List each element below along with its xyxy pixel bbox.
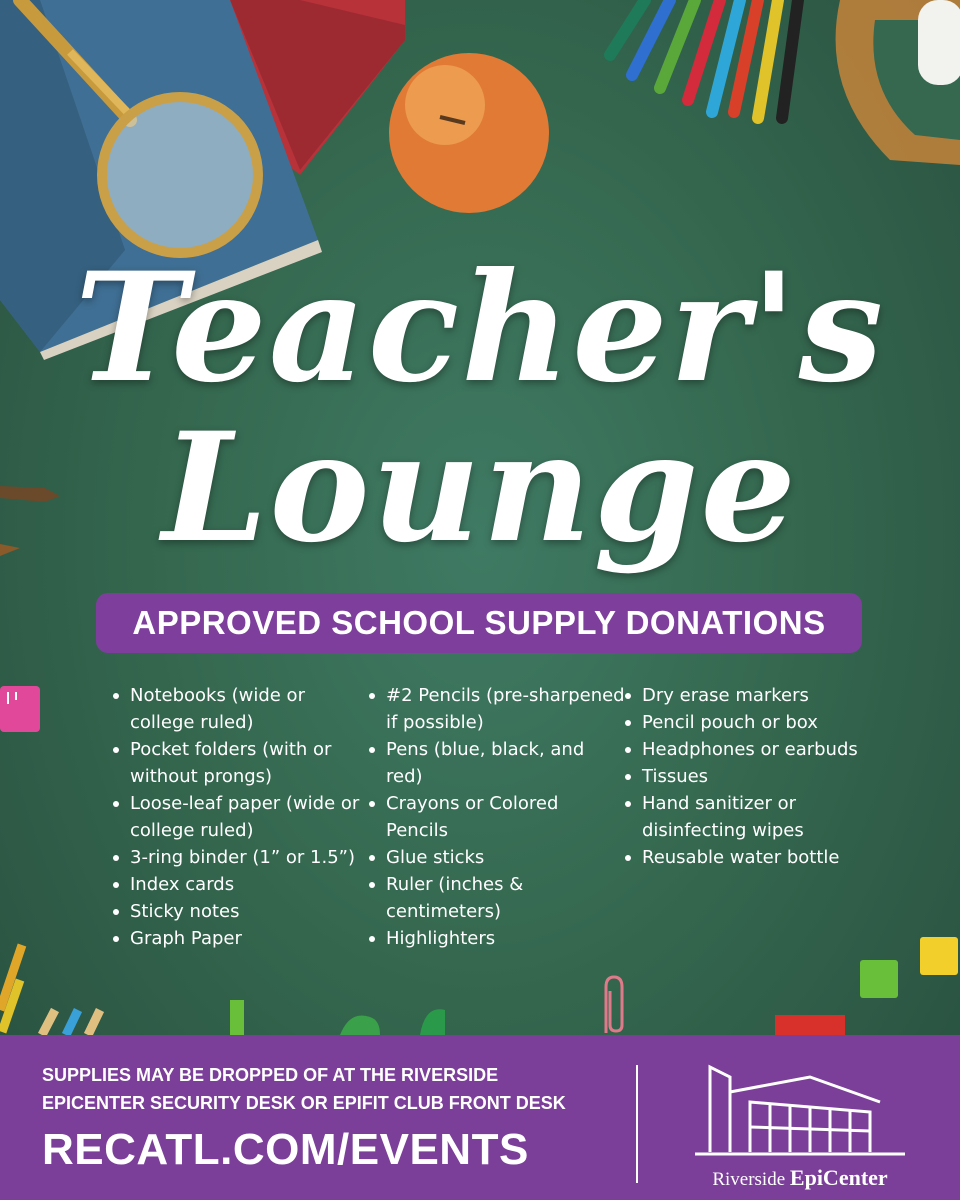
footer xyxy=(0,1035,960,1200)
list-item: Tissues xyxy=(642,763,902,790)
toy-blocks-icon xyxy=(855,932,960,1002)
crayons-icon xyxy=(600,0,810,130)
heading-banner xyxy=(96,593,862,653)
list-item: Headphones or earbuds xyxy=(642,736,902,763)
list-item: Index cards xyxy=(130,871,365,898)
protractor-icon xyxy=(820,0,960,170)
building-icon xyxy=(690,1057,910,1162)
list-item: Crayons or Colored Pencils xyxy=(386,790,626,844)
list-item: Ruler (inches & centimeters) xyxy=(386,871,626,925)
logo-text xyxy=(690,1165,910,1191)
page-title-line1: Teacher's xyxy=(74,240,886,416)
list-item: Pens (blue, black, and red) xyxy=(386,736,626,790)
list-item: Hand sanitizer or disinfecting wipes xyxy=(642,790,902,844)
list-item: 3-ring binder (1” or 1.5”) xyxy=(130,844,365,871)
divider xyxy=(636,1065,638,1183)
list-item: Sticky notes xyxy=(130,898,365,925)
apple-icon xyxy=(385,45,555,215)
colored-pencils-icon xyxy=(0,940,120,1035)
list-item: Pocket folders (with or without prongs) xyxy=(130,736,365,790)
list-item: Pencil pouch or box xyxy=(642,709,902,736)
ruler-icon xyxy=(0,686,45,736)
list-item: Notebooks (wide or college ruled) xyxy=(130,682,365,736)
dropoff-note xyxy=(42,1061,632,1117)
magnifying-glass-icon xyxy=(10,0,270,270)
heading-text: APPROVED SCHOOL SUPPLY DONATIONS xyxy=(132,604,826,641)
supply-list-col2 xyxy=(366,682,626,952)
list-item: #2 Pencils (pre-sharpened if possible) xyxy=(386,682,626,736)
events-link[interactable]: RECATL.COM/EVENTS xyxy=(42,1125,529,1174)
supply-list-col1 xyxy=(110,682,365,952)
list-item: Reusable water bottle xyxy=(642,844,902,871)
letter-toys-icon xyxy=(230,995,850,1035)
list-item: Loose-leaf paper (wide or college ruled) xyxy=(130,790,365,844)
riverside-epicenter-logo xyxy=(690,1057,910,1192)
logo-text-riverside: Riverside xyxy=(712,1169,790,1190)
list-item: Highlighters xyxy=(386,925,626,952)
supply-list-col3 xyxy=(622,682,902,871)
list-item: Dry erase markers xyxy=(642,682,902,709)
list-item: Glue sticks xyxy=(386,844,626,871)
logo-text-epicenter: EpiCenter xyxy=(789,1165,888,1190)
list-item: Graph Paper xyxy=(130,925,365,952)
dropoff-note-line1: SUPPLIES MAY BE DROPPED OF AT THE RIVERSIDE xyxy=(42,1065,499,1085)
page-title-line2: Lounge xyxy=(162,400,798,576)
dropoff-note-line2: EPICENTER SECURITY DESK OR EPIFIT CLUB FRONT DESK xyxy=(42,1093,566,1113)
